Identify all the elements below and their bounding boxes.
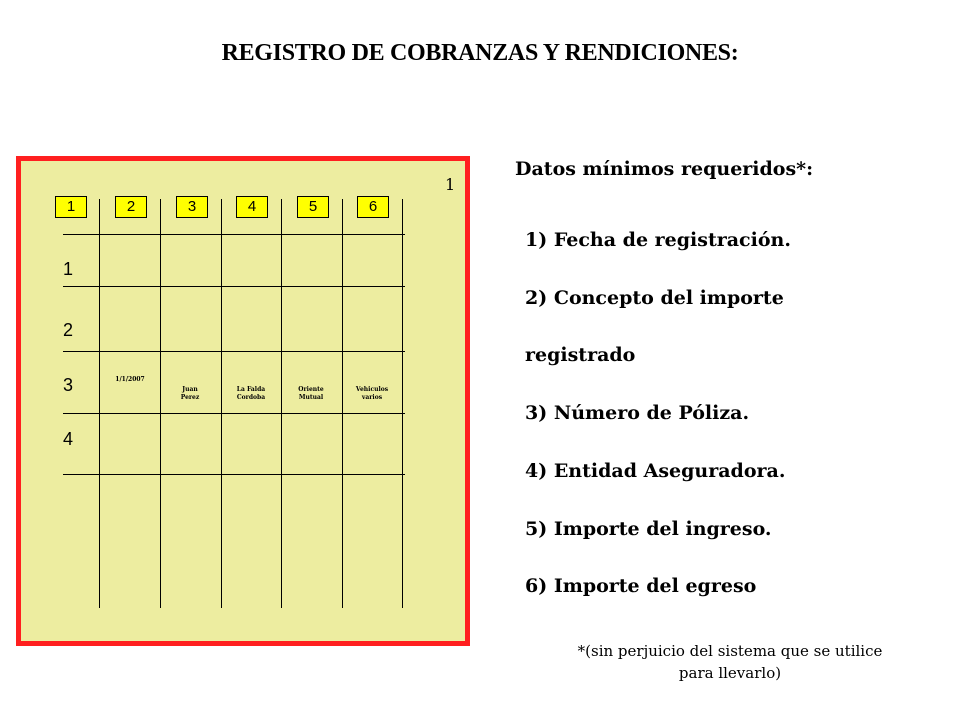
entry-concept — [342, 386, 402, 402]
requirement-item: 6) Importe del egreso — [525, 575, 757, 597]
ledger-sheet — [16, 156, 470, 646]
column-divider — [221, 199, 222, 608]
column-number-badge: 3 — [176, 196, 208, 218]
entry-concept-line: varios — [361, 394, 383, 401]
column-divider — [402, 199, 403, 608]
row-divider — [63, 351, 405, 352]
footnote — [525, 640, 935, 684]
column-number-badge: 4 — [236, 196, 268, 218]
entry-place-line: La Falda — [236, 386, 266, 393]
entry-company-line: Mutual — [298, 394, 324, 401]
footnote-line: *(sin perjuicio del sistema que se utilice — [577, 642, 883, 660]
column-number-badge: 1 — [55, 196, 87, 218]
footnote-line: para llevarlo) — [678, 664, 782, 682]
row-divider — [63, 286, 405, 287]
row-divider — [63, 413, 405, 414]
entry-concept-line: Vehiculos — [355, 386, 389, 393]
row-divider — [63, 234, 405, 235]
entry-name-line: Juan — [182, 386, 198, 393]
column-divider — [160, 199, 161, 608]
entry-name — [160, 386, 220, 402]
entry-place — [221, 386, 281, 402]
column-divider — [281, 199, 282, 608]
row-number: 4 — [63, 429, 74, 449]
row-number: 3 — [63, 375, 74, 395]
requirement-item: 4) Entidad Aseguradora. — [525, 460, 786, 482]
column-divider — [99, 199, 100, 608]
entry-place-line: Cordoba — [236, 394, 266, 401]
row-number: 2 — [63, 320, 74, 340]
page-title: REGISTRO DE COBRANZAS Y RENDICIONES: — [221, 40, 739, 66]
column-divider — [342, 199, 343, 608]
entry-date — [100, 376, 160, 384]
entry-date-text: 1/1/2007 — [115, 376, 145, 383]
ledger-page-number: 1 — [445, 175, 456, 194]
entry-company — [281, 386, 341, 402]
row-number: 1 — [63, 259, 74, 279]
requirement-item: registrado — [525, 344, 636, 366]
entry-company-line: Oriente — [298, 386, 324, 393]
column-number-badge: 6 — [357, 196, 389, 218]
requirements-heading: Datos mínimos requeridos*: — [515, 158, 814, 180]
entry-name-line: Perez — [180, 394, 200, 401]
row-divider — [63, 474, 405, 475]
requirement-item: 1) Fecha de registración. — [525, 229, 791, 251]
requirement-item: 3) Número de Póliza. — [525, 402, 750, 424]
requirement-item: 2) Concepto del importe — [525, 287, 784, 309]
requirement-item: 5) Importe del ingreso. — [525, 518, 772, 540]
column-number-badge: 5 — [297, 196, 329, 218]
column-number-badge: 2 — [115, 196, 147, 218]
